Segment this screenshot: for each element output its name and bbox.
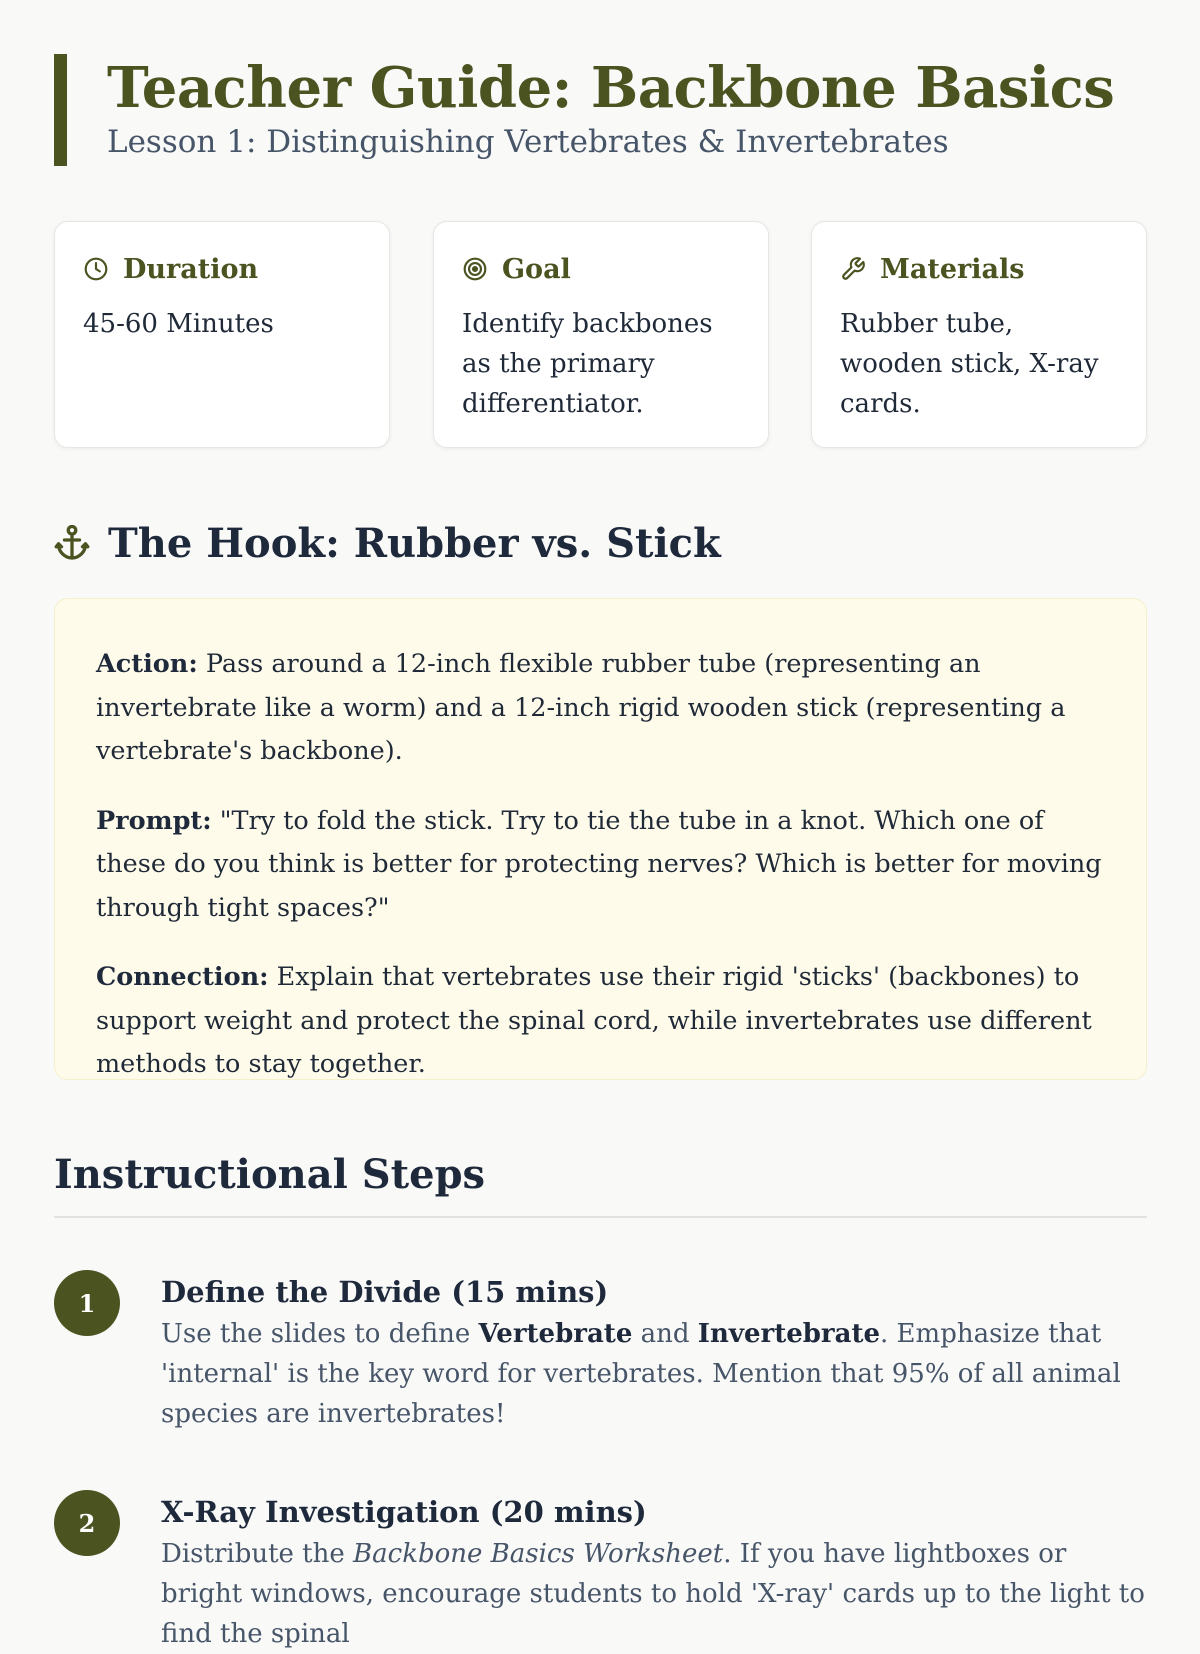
step-number-badge: 1 — [54, 1270, 120, 1336]
step-text-segment: . If you have lightboxes or bright windows, encourage students to hold 'X-ray' cards up to the light to find the spinal — [161, 1539, 1145, 1649]
page-subtitle: Lesson 1: Distinguishing Vertebrates & Invertebrates — [107, 124, 949, 160]
step-text-segment: . Emphasize that 'internal' is the key word for vertebrates. Mention that 95% of all animal species are invertebrates! — [161, 1319, 1121, 1429]
step-content — [161, 1490, 1147, 1654]
hook-callout — [54, 598, 1147, 1080]
anchor-icon — [54, 523, 90, 563]
materials-value: Rubber tube, wooden stick, X-ray cards. — [840, 309, 1099, 419]
wrench-icon — [840, 256, 866, 282]
step-description — [161, 1534, 1147, 1654]
hook-heading — [54, 515, 721, 571]
action-label: Action: — [96, 649, 198, 679]
hook-title: The Hook: Rubber vs. Stick — [108, 519, 721, 567]
prompt-label: Prompt: — [96, 805, 212, 836]
step-title: Define the Divide (15 mins) — [161, 1275, 609, 1309]
page-header — [54, 54, 1114, 166]
action-text: Pass around a 12-inch flexible rubber tube (representing an invertebrate like a worm) and a 12-inch rigid wooden stick (representing a vertebrate's backbone). — [96, 649, 1066, 766]
step-title: X-Ray Investigation (20 mins) — [161, 1495, 647, 1529]
goal-title: Goal — [502, 253, 571, 285]
duration-card — [54, 221, 390, 448]
hook-connection — [96, 956, 1106, 1087]
connection-text: Explain that vertebrates use their rigid 'sticks' (backbones) to support weight and protect the spinal cord, while invertebrates use different methods to stay together. — [96, 962, 1092, 1079]
step-description — [161, 1314, 1147, 1434]
worksheet-title: Backbone Basics Worksheet — [353, 1539, 724, 1569]
step-text-segment: Distribute the — [161, 1539, 354, 1569]
steps-heading: Instructional Steps — [54, 1148, 1147, 1218]
goal-card — [433, 221, 769, 448]
term-vertebrate: Vertebrate — [478, 1319, 633, 1349]
step-text-segment: and — [632, 1319, 698, 1349]
clock-icon — [83, 256, 109, 282]
target-icon — [462, 256, 488, 282]
term-invertebrate: Invertebrate — [697, 1319, 881, 1349]
materials-card — [811, 221, 1147, 448]
duration-title: Duration — [123, 253, 259, 285]
info-cards — [54, 221, 1147, 449]
duration-value: 45-60 Minutes — [83, 309, 274, 339]
hook-prompt — [96, 800, 1106, 931]
goal-value: Identify backbones as the primary differentiator. — [462, 309, 713, 419]
page-title: Teacher Guide: Backbone Basics — [107, 55, 1115, 121]
step-content — [161, 1270, 1147, 1434]
step-number-badge: 2 — [54, 1490, 120, 1556]
step-text-segment: Use the slides to define — [161, 1319, 479, 1349]
hook-action — [96, 643, 1106, 774]
connection-label: Connection: — [96, 962, 269, 992]
materials-title: Materials — [880, 253, 1025, 285]
prompt-text: "Try to fold the stick. Try to tie the tube in a knot. Which one of these do you think is better for protecting nerves? Which is better for moving through tight spaces?" — [96, 805, 1102, 923]
